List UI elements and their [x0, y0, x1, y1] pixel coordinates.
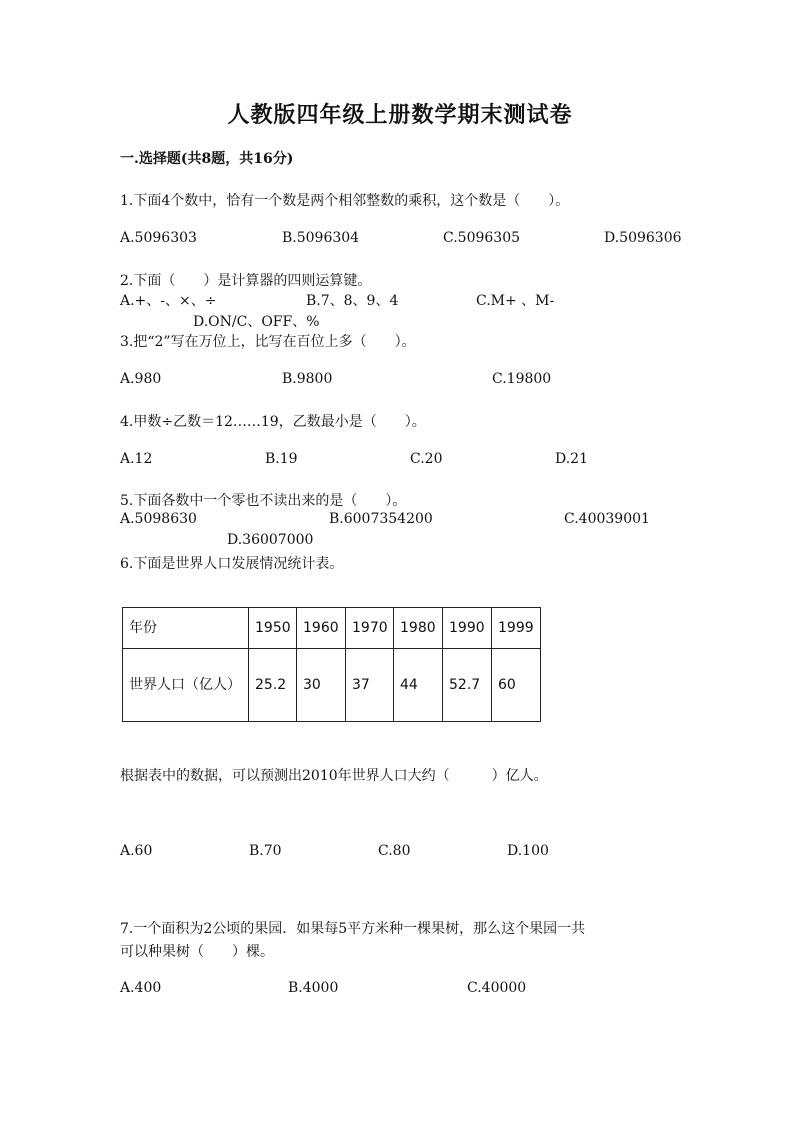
question-5-option-c[interactable]: C.40039001	[564, 511, 650, 527]
question-4-option-b[interactable]: B.19	[265, 451, 298, 467]
table-header-population: 世界人口（亿人）	[123, 649, 249, 722]
table-cell-population: 60	[492, 649, 541, 722]
table-row-population	[123, 649, 541, 722]
question-7-stem-line-1: 7.一个面积为2公顷的果园．如果每5平方米种一棵果树，那么这个果园一共	[120, 921, 586, 937]
question-6-followup: 根据表中的数据，可以预测出2010年世界人口大约（ ）亿人。	[120, 768, 548, 784]
question-2-stem: 2.下面（ ）是计算器的四则运算键。	[120, 273, 372, 289]
table-cell-year: 1960	[297, 608, 346, 649]
table-header-year: 年份	[123, 608, 249, 649]
question-1-stem: 1.下面4个数中，恰有一个数是两个相邻整数的乘积，这个数是（ ）。	[120, 193, 570, 209]
question-3-option-b[interactable]: B.9800	[282, 371, 333, 387]
table-cell-population: 25.2	[249, 649, 297, 722]
question-4-option-a[interactable]: A.12	[120, 451, 153, 467]
table-cell-year: 1990	[443, 608, 492, 649]
question-3-option-a[interactable]: A.980	[120, 371, 162, 387]
question-7-option-b[interactable]: B.4000	[288, 980, 339, 996]
question-7-option-a[interactable]: A.400	[120, 980, 162, 996]
question-2-option-d[interactable]: D.ON/C、OFF、%	[193, 314, 320, 330]
question-6-option-a[interactable]: A.60	[120, 843, 153, 859]
table-cell-year: 1950	[249, 608, 297, 649]
question-6-option-b[interactable]: B.70	[249, 843, 282, 859]
question-6-option-d[interactable]: D.100	[507, 843, 549, 859]
question-2-option-b[interactable]: B.7、8、9、4	[306, 293, 399, 309]
question-2-option-a[interactable]: A.+、-、×、÷	[120, 293, 217, 309]
page-title: 人教版四年级上册数学期末测试卷	[227, 102, 573, 128]
table-cell-population: 37	[346, 649, 394, 722]
question-4-stem: 4.甲数÷乙数＝12……19，乙数最小是（ ）。	[120, 414, 426, 430]
question-1-option-a[interactable]: A.5096303	[120, 230, 197, 246]
question-1-option-b[interactable]: B.5096304	[282, 230, 360, 246]
question-2-option-c[interactable]: C.M+ 、M-	[476, 293, 555, 309]
table-cell-population: 30	[297, 649, 346, 722]
question-6-option-c[interactable]: C.80	[378, 843, 411, 859]
question-5-option-a[interactable]: A.5098630	[120, 511, 197, 527]
population-table	[122, 607, 541, 722]
question-5-option-d[interactable]: D.36007000	[227, 532, 314, 548]
section-heading: 一.选择题(共8题，共16分)	[120, 151, 294, 167]
table-cell-year: 1980	[394, 608, 443, 649]
table-cell-population: 44	[394, 649, 443, 722]
question-7-option-c[interactable]: C.40000	[467, 980, 527, 996]
question-5-option-b[interactable]: B.6007354200	[329, 511, 433, 527]
question-7-stem-line-2: 可以种果树（ ）棵。	[120, 944, 274, 960]
table-cell-population: 52.7	[443, 649, 492, 722]
question-6-stem: 6.下面是世界人口发展情况统计表。	[120, 556, 344, 572]
question-3-stem: 3.把“2”写在万位上，比写在百位上多（ ）。	[120, 334, 416, 350]
question-1-option-c[interactable]: C.5096305	[443, 230, 521, 246]
question-3-option-c[interactable]: C.19800	[492, 371, 552, 387]
question-5-stem: 5.下面各数中一个零也不读出来的是（ ）。	[120, 493, 407, 509]
question-4-option-d[interactable]: D.21	[555, 451, 588, 467]
table-row-years	[123, 608, 541, 649]
question-1-option-d[interactable]: D.5096306	[604, 230, 682, 246]
table-cell-year: 1970	[346, 608, 394, 649]
table-cell-year: 1999	[492, 608, 541, 649]
question-4-option-c[interactable]: C.20	[410, 451, 443, 467]
